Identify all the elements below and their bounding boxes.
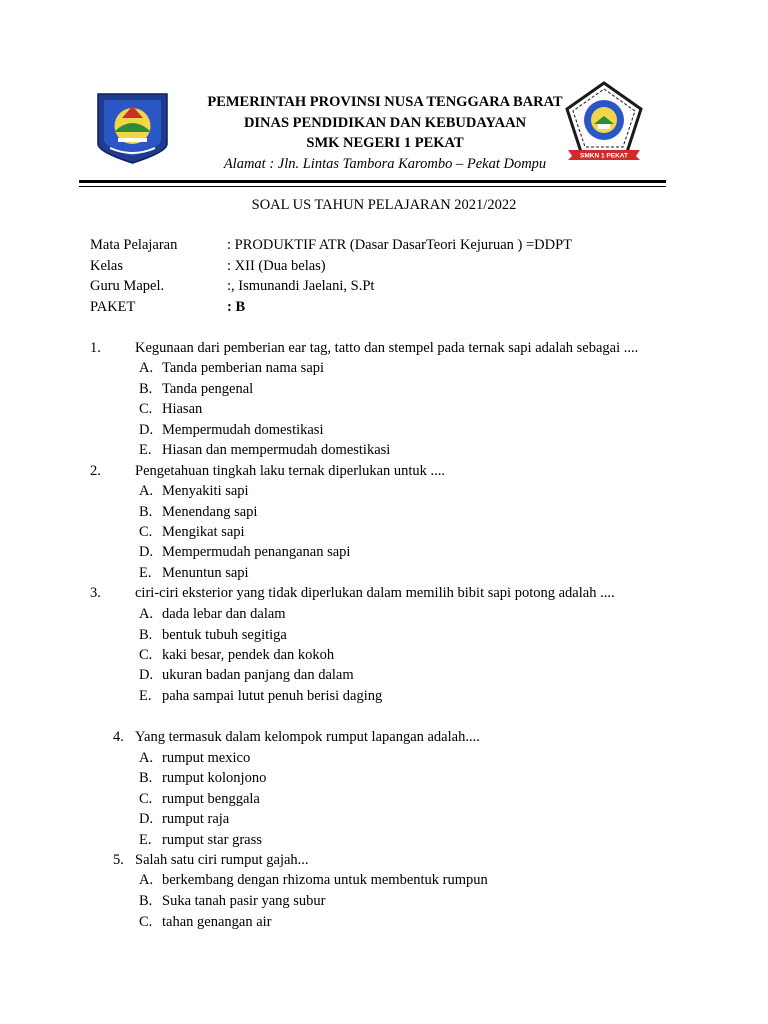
info-value: :, Ismunandi Jaelani, S.Pt [227, 278, 375, 294]
option-letter: D. [139, 667, 154, 683]
option-letter: C. [139, 401, 153, 417]
option-letter: B. [139, 381, 153, 397]
option-letter: E. [139, 832, 152, 848]
option-letter: E. [139, 565, 152, 581]
letterhead-address: Alamat : Jln. Lintas Tambora Karombo – Pekat Dompu [223, 155, 547, 172]
info-row-teacher [90, 276, 572, 297]
question-3-text: ciri-ciri eksterior yang tidak diperlukan dalam memilih bibit sapi potong adalah .... [135, 585, 615, 601]
letterhead-rule-thick [79, 180, 666, 183]
letterhead-line-3: SMK NEGERI 1 PEKAT [306, 135, 464, 151]
info-label: Guru Mapel. [90, 278, 165, 294]
option-letter: B. [139, 627, 153, 643]
option-letter: C. [139, 914, 153, 930]
option-text: Hiasan dan mempermudah domestikasi [162, 442, 391, 458]
question-number: 1. [90, 340, 101, 356]
option-text: Menuntun sapi [162, 565, 249, 581]
question-number: 2. [90, 463, 101, 479]
option-text: Tanda pengenal [162, 381, 254, 397]
question-2-text: Pengetahuan tingkah laku ternak diperlukan untuk .... [135, 463, 446, 479]
question-4 [113, 727, 124, 748]
letterhead [170, 92, 600, 174]
option-text: rumput star grass [162, 832, 262, 848]
option-text: Tanda pemberian nama sapi [162, 360, 325, 376]
letterhead-rule-thin [79, 186, 666, 187]
option-text: Menendang sapi [162, 504, 258, 520]
question-4-text: Yang termasuk dalam kelompok rumput lapangan adalah.... [135, 729, 480, 745]
option-letter: D. [139, 544, 154, 560]
option-text: rumput mexico [162, 750, 251, 766]
option-text: rumput benggala [162, 791, 260, 807]
question-2 [90, 461, 101, 482]
question-1 [90, 338, 101, 359]
question-5-text: Salah satu ciri rumput gajah... [135, 852, 309, 868]
question-number: 4. [113, 729, 124, 745]
option-text: Hiasan [162, 401, 203, 417]
question-number: 3. [90, 585, 101, 601]
option-text: berkembang dengan rhizoma untuk membentuk rumpun [162, 872, 488, 888]
info-row-subject [90, 235, 572, 256]
option-text: Mengikat sapi [162, 524, 245, 540]
option-letter: B. [139, 770, 153, 786]
option-letter: D. [139, 422, 154, 438]
option-letter: C. [139, 791, 153, 807]
info-label: PAKET [90, 298, 136, 315]
option-text: tahan genangan air [162, 914, 272, 930]
option-text: kaki besar, pendek dan kokoh [162, 647, 335, 663]
option-letter: B. [139, 893, 153, 909]
option-text: bentuk tubuh segitiga [162, 627, 287, 643]
question-number: 5. [113, 852, 124, 868]
province-emblem-logo [96, 92, 169, 165]
option-text: Mempermudah penanganan sapi [162, 544, 351, 560]
option-letter: C. [139, 647, 153, 663]
info-value: : PRODUKTIF ATR (Dasar DasarTeori Kejuruan ) =DDPT [227, 237, 573, 253]
info-label: Mata Pelajaran [90, 237, 178, 253]
option-text: Mempermudah domestikasi [162, 422, 324, 438]
info-row-class [90, 256, 572, 277]
letterhead-line-2: DINAS PENDIDIKAN DAN KEBUDAYAAN [243, 114, 527, 131]
question-1-text: Kegunaan dari pemberian ear tag, tatto dan stempel pada ternak sapi adalah sebagai .... [135, 340, 639, 356]
option-text: paha sampai lutut penuh berisi daging [162, 688, 383, 704]
question-3 [90, 583, 101, 604]
option-text: rumput raja [162, 811, 230, 827]
document-title: SOAL US TAHUN PELAJARAN 2021/2022 [251, 197, 517, 213]
school-logo-label: SMKN 1 PEKAT [580, 152, 628, 160]
info-value: : XII (Dua belas) [227, 257, 326, 274]
option-text: Suka tanah pasir yang subur [162, 893, 326, 909]
option-text: ukuran badan panjang dan dalam [162, 667, 354, 683]
option-letter: C. [139, 524, 153, 540]
info-label: Kelas [90, 257, 124, 274]
exam-info [90, 235, 572, 317]
option-text: Menyakiti sapi [162, 483, 249, 499]
option-text: rumput kolonjono [162, 770, 267, 786]
option-letter: A. [139, 750, 154, 766]
question-5 [113, 850, 124, 871]
option-text: dada lebar dan dalam [162, 606, 286, 622]
option-letter: A. [139, 360, 154, 376]
option-letter: E. [139, 442, 152, 458]
option-letter: E. [139, 688, 152, 704]
option-letter: D. [139, 811, 154, 827]
letterhead-line-1: PEMERINTAH PROVINSI NUSA TENGGARA BARAT [207, 94, 563, 110]
info-row-package [90, 297, 572, 318]
option-letter: A. [139, 872, 154, 888]
option-letter: A. [139, 606, 154, 622]
option-letter: A. [139, 483, 154, 499]
info-value: : B [227, 298, 246, 315]
option-letter: B. [139, 504, 153, 520]
